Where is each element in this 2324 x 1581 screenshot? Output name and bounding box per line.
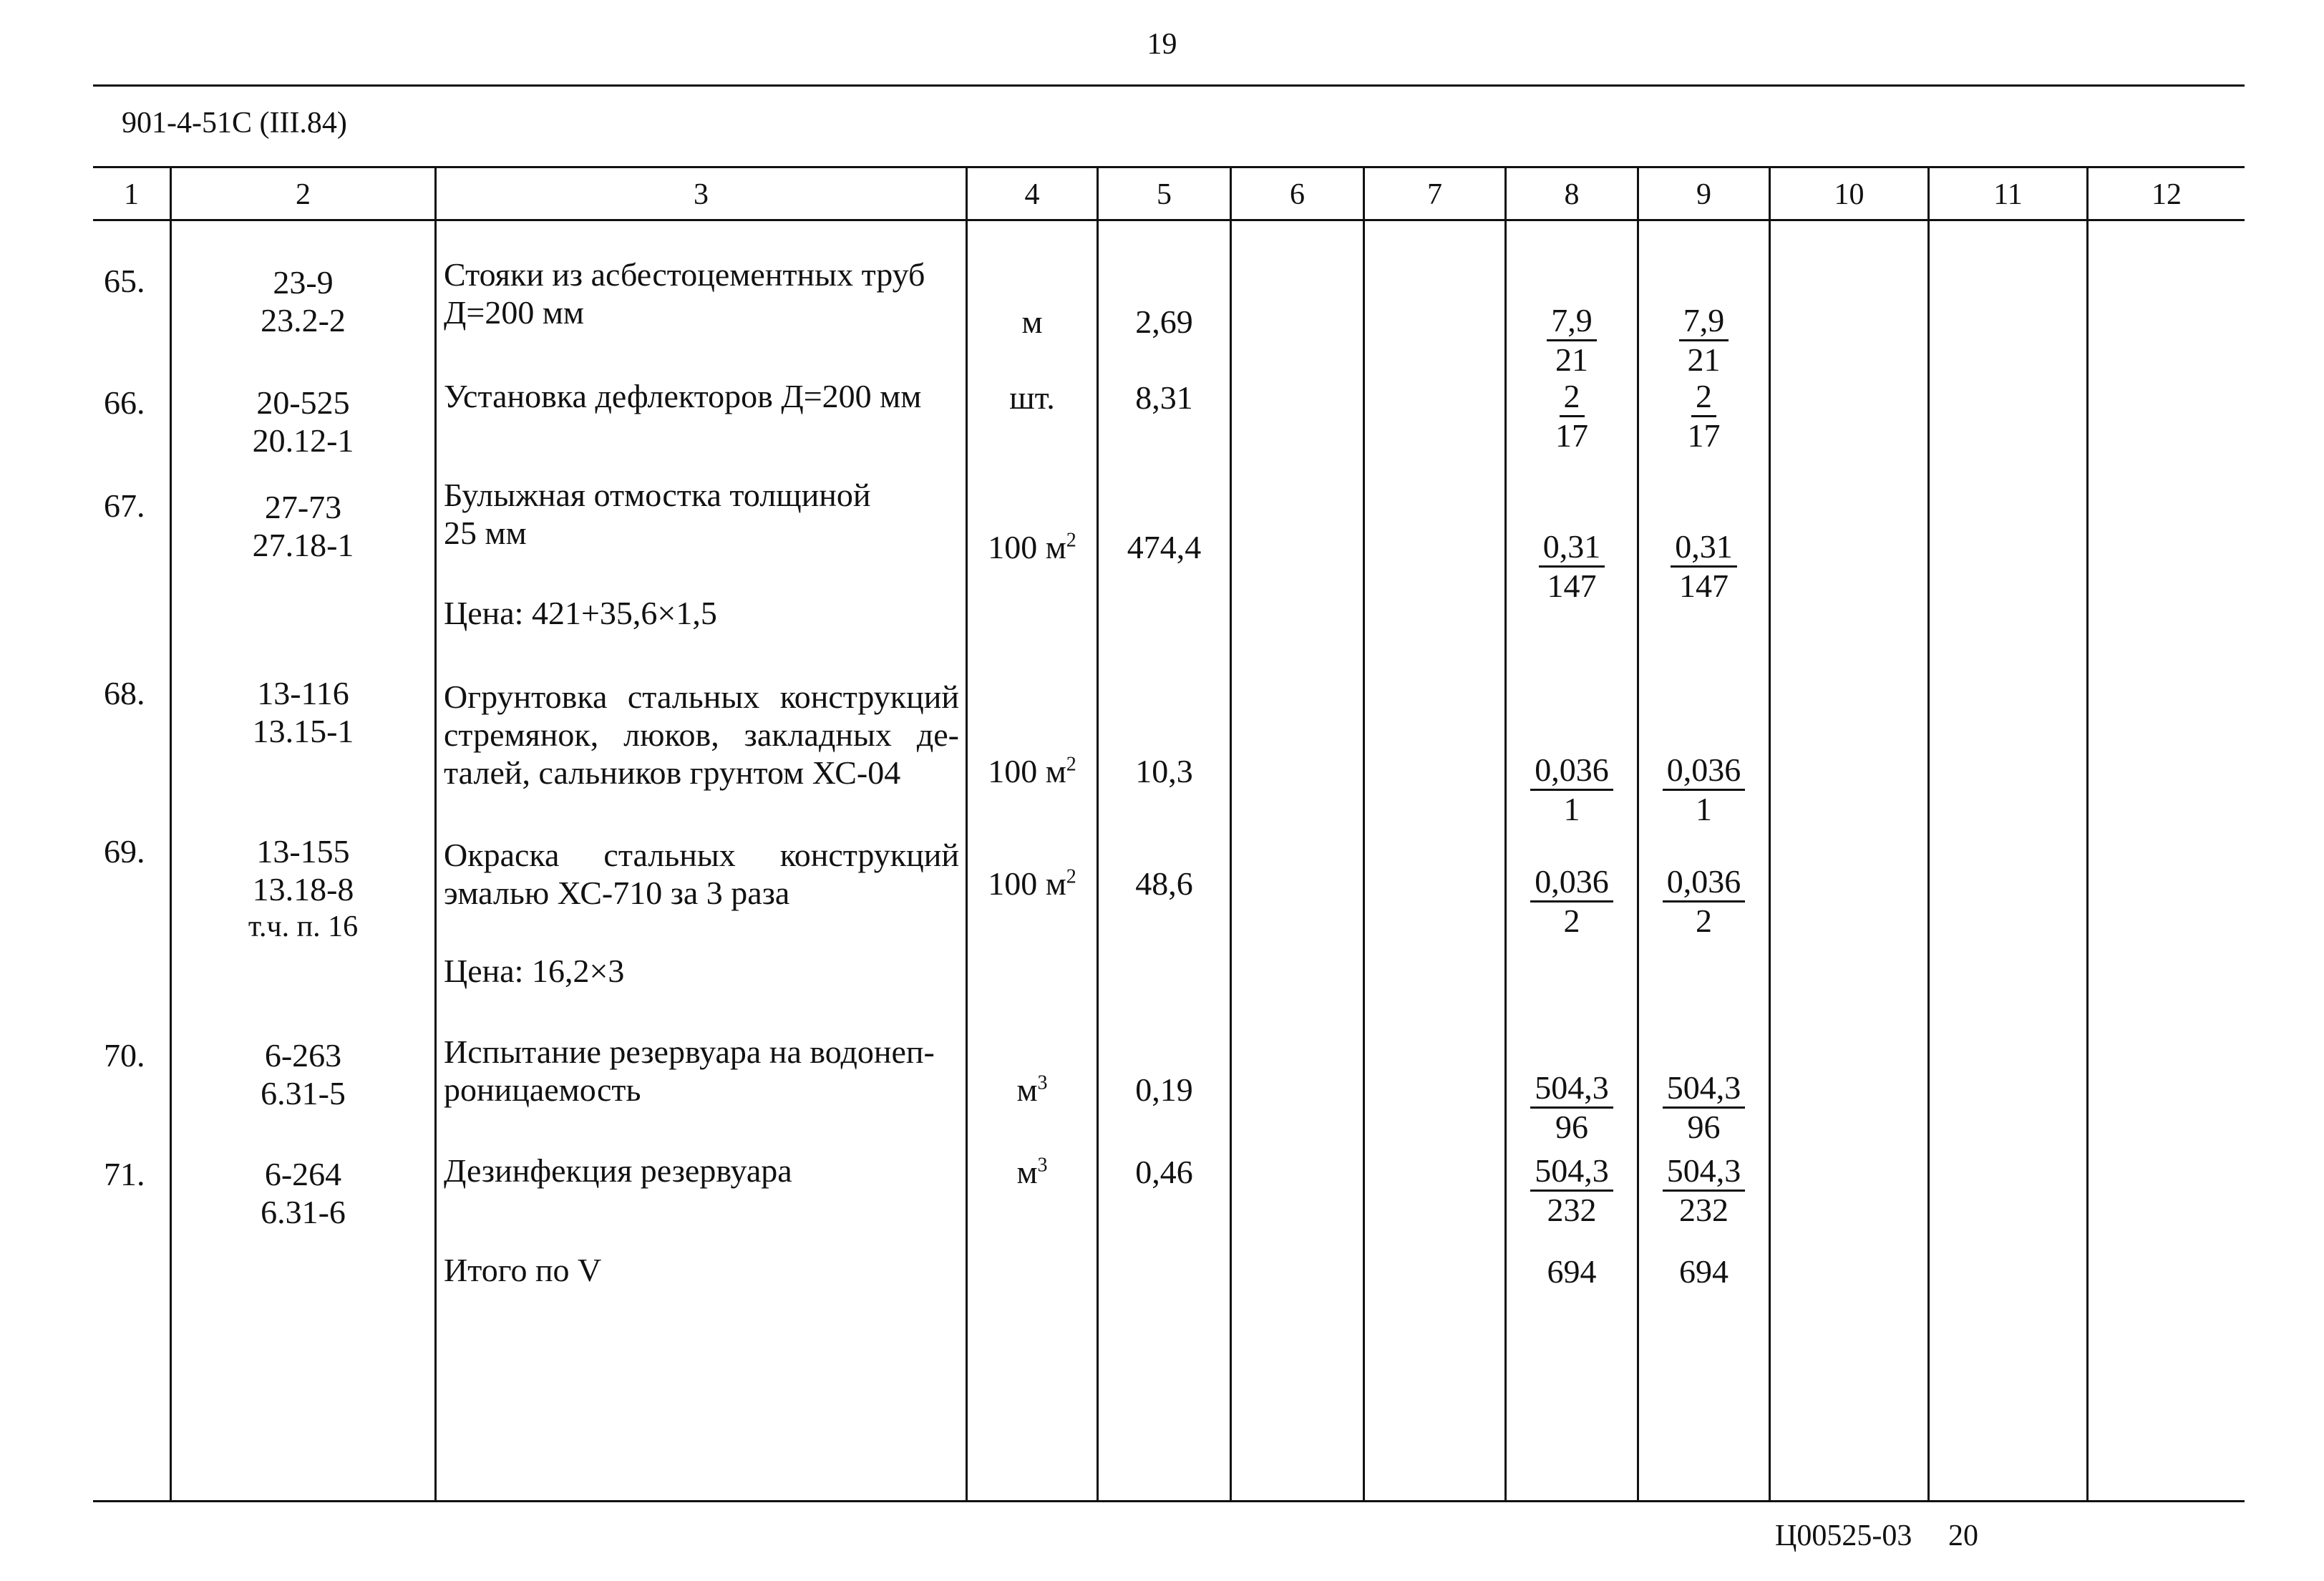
unit: 100 $м^2$: [988, 529, 1076, 565]
column-number: 12: [2152, 178, 2182, 211]
column-number: 2: [296, 178, 311, 211]
column-number: 1: [124, 178, 139, 211]
col-divider-9: [1769, 166, 1771, 1502]
norm-code: 23-9: [273, 264, 334, 301]
col-divider-10: [1927, 166, 1930, 1502]
work-description-line: Д=200 мм: [444, 294, 585, 331]
row-number: 71.: [104, 1156, 145, 1192]
fraction-numerator: 0,31: [1671, 528, 1737, 568]
work-description-line: Стояки из асбестоцементных труб: [444, 256, 925, 293]
header-bottom-rule: [93, 219, 2245, 221]
total-col8: 694: [1547, 1253, 1597, 1290]
fraction-denominator: 232: [1547, 1192, 1597, 1228]
fraction-numerator: 0,036: [1530, 863, 1613, 903]
fraction-numerator: 2: [1691, 378, 1716, 417]
price-note: Цена: 16,2×3: [444, 953, 625, 989]
fraction-numerator: 504,3: [1530, 1152, 1613, 1192]
column-number: 3: [694, 178, 709, 211]
row-number: 68.: [104, 675, 145, 711]
fraction-denominator: 17: [1555, 417, 1588, 454]
norm-code: 6-263: [264, 1037, 342, 1074]
document-code: 901-4-51С (III.84): [122, 107, 347, 140]
fraction-denominator: 1: [1563, 791, 1580, 827]
total-col9: 694: [1679, 1253, 1729, 1290]
col-divider-11: [2086, 166, 2089, 1502]
col-divider-4: [1097, 166, 1099, 1502]
column-number: 11: [1993, 178, 2023, 211]
unit: м: [1021, 303, 1043, 340]
footer-document-code: Ц00525-03: [1775, 1519, 1912, 1552]
fraction-numerator: 7,9: [1679, 302, 1729, 341]
row-number: 69.: [104, 833, 145, 870]
col-divider-3: [966, 166, 968, 1502]
col-divider-2: [434, 166, 437, 1502]
norm-code: 6-264: [264, 1156, 342, 1192]
norm-code-secondary: 20.12-1: [252, 422, 354, 459]
norm-code-secondary: 6.31-5: [261, 1075, 346, 1111]
cost-fraction-col9: [1639, 751, 1769, 828]
col-divider-6: [1363, 166, 1365, 1502]
fraction-numerator: 504,3: [1530, 1069, 1613, 1109]
norm-code-secondary: 23.2-2: [261, 302, 346, 339]
total-label: Итого по V: [444, 1252, 602, 1288]
norm-code: 20-525: [256, 384, 350, 421]
unit: $м^3$: [1016, 1154, 1048, 1190]
unit: 100 $м^2$: [988, 865, 1076, 902]
row-number: 66.: [104, 384, 145, 421]
fraction-denominator: 21: [1555, 341, 1588, 378]
work-description-line: талей, сальников грунтом ХС-04: [444, 754, 901, 791]
work-description-line: Установка дефлекторов Д=200 мм: [444, 378, 922, 414]
fraction-numerator: 504,3: [1663, 1069, 1746, 1109]
norm-code-secondary: 13.15-1: [252, 713, 354, 749]
fraction-denominator: 232: [1679, 1192, 1729, 1228]
column-number: 5: [1157, 178, 1172, 211]
quantity: 48,6: [1135, 865, 1193, 902]
cost-fraction-col8: [1507, 378, 1637, 454]
norm-code-note: т.ч. п. 16: [248, 910, 359, 943]
page-number: 19: [1147, 28, 1177, 61]
fraction-numerator: 0,31: [1539, 528, 1605, 568]
fraction-denominator: 96: [1687, 1109, 1721, 1145]
row-number: 65.: [104, 263, 145, 299]
fraction-denominator: 96: [1555, 1109, 1588, 1145]
column-number: 10: [1834, 178, 1864, 211]
fraction-denominator: 1: [1696, 791, 1712, 827]
work-description-line: стремянок, люков, закладных де-: [444, 716, 959, 753]
work-description-line: Испытание резервуара на водонеп-: [444, 1033, 935, 1070]
cost-fraction-col9: [1639, 1069, 1769, 1146]
quantity: 474,4: [1127, 529, 1202, 565]
quantity: 0,19: [1135, 1071, 1193, 1108]
table-bottom-rule: [93, 1500, 2245, 1502]
cost-fraction-col9: [1639, 302, 1769, 379]
quantity: 10,3: [1135, 753, 1193, 789]
norm-code: 27-73: [264, 489, 342, 525]
cost-fraction-col9: [1639, 1152, 1769, 1229]
top-rule: [93, 84, 2245, 87]
norm-code-secondary: 6.31-6: [261, 1194, 346, 1230]
unit: $м^3$: [1016, 1071, 1048, 1108]
cost-fraction-col9: [1639, 378, 1769, 454]
unit: шт.: [1009, 379, 1055, 416]
work-description-line: роницаемость: [444, 1071, 641, 1108]
cost-fraction-col8: [1507, 1152, 1637, 1229]
col-divider-5: [1230, 166, 1232, 1502]
row-number: 67.: [104, 487, 145, 524]
column-number: 6: [1290, 178, 1305, 211]
column-number: 4: [1024, 178, 1040, 211]
norm-code: 13-116: [257, 675, 349, 711]
work-description-line: Огрунтовка стальных конструкций: [444, 678, 959, 715]
fraction-denominator: 2: [1563, 903, 1580, 939]
cost-fraction-col8: [1507, 751, 1637, 828]
table-top-rule: [93, 166, 2245, 168]
norm-code-secondary: 27.18-1: [252, 527, 354, 563]
work-description-line: Окраска стальных конструкций: [444, 837, 959, 873]
cost-fraction-col9: [1639, 863, 1769, 940]
cost-fraction-col8: [1507, 302, 1637, 379]
work-description-line: Булыжная отмостка толщиной: [444, 477, 871, 513]
fraction-denominator: 2: [1696, 903, 1712, 939]
norm-code-secondary: 13.18-8: [252, 871, 354, 908]
work-description-line: Дезинфекция резервуара: [444, 1152, 792, 1189]
fraction-numerator: 0,036: [1663, 751, 1746, 791]
fraction-numerator: 0,036: [1530, 751, 1613, 791]
work-description-line: 25 мм: [444, 515, 527, 551]
cost-fraction-col9: [1639, 528, 1769, 605]
quantity: 8,31: [1135, 379, 1193, 416]
work-description-line: эмалью ХС-710 за 3 раза: [444, 875, 790, 911]
footer-page-number: 20: [1948, 1519, 1978, 1552]
fraction-numerator: 2: [1560, 378, 1585, 417]
cost-fraction-col8: [1507, 528, 1637, 605]
cost-fraction-col8: [1507, 1069, 1637, 1146]
quantity: 2,69: [1135, 303, 1193, 340]
price-note: Цена: 421+35,6×1,5: [444, 595, 717, 631]
quantity: 0,46: [1135, 1154, 1193, 1190]
fraction-numerator: 7,9: [1547, 302, 1597, 341]
fraction-numerator: 504,3: [1663, 1152, 1746, 1192]
column-number: 7: [1427, 178, 1442, 211]
column-number: 8: [1564, 178, 1580, 211]
fraction-numerator: 0,036: [1663, 863, 1746, 903]
cost-fraction-col8: [1507, 863, 1637, 940]
row-number: 70.: [104, 1037, 145, 1074]
norm-code: 13-155: [256, 833, 350, 870]
fraction-denominator: 147: [1547, 568, 1597, 604]
fraction-denominator: 21: [1687, 341, 1721, 378]
column-number: 9: [1696, 178, 1711, 211]
unit: 100 $м^2$: [988, 753, 1076, 789]
fraction-denominator: 147: [1679, 568, 1729, 604]
fraction-denominator: 17: [1687, 417, 1721, 454]
